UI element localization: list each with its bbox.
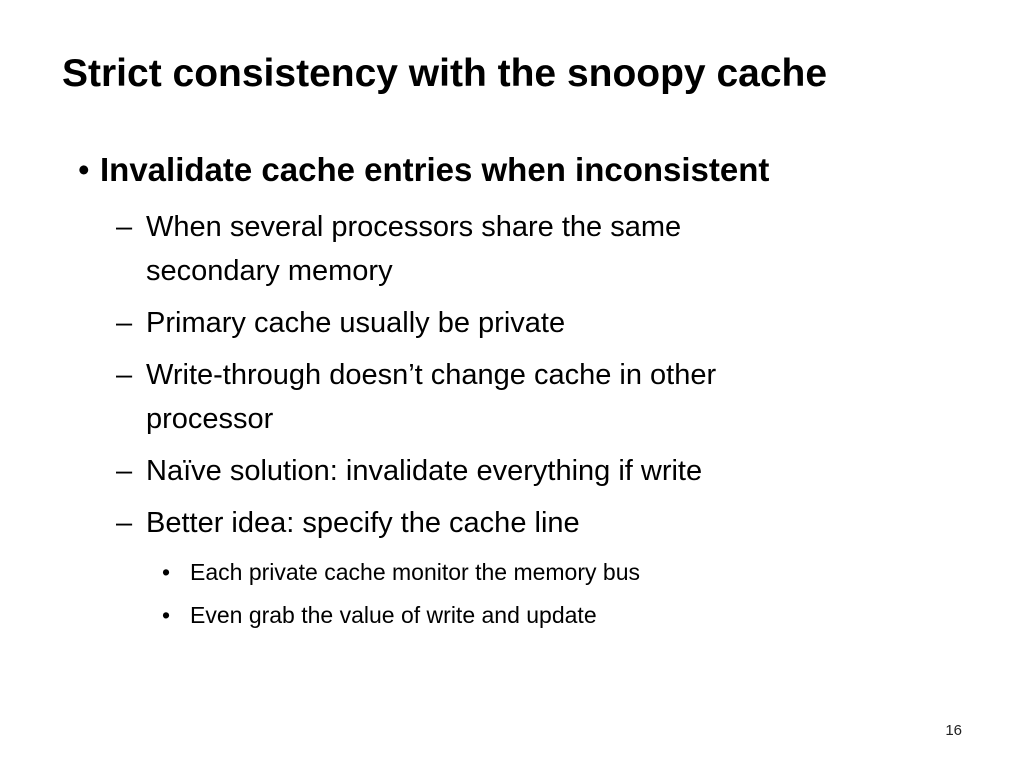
bullet-marker: • xyxy=(162,559,171,585)
subitem-text xyxy=(146,449,886,493)
subitem-line: Better idea: specify the cache line xyxy=(146,507,580,539)
dash-marker: – xyxy=(116,455,133,487)
subitem-text xyxy=(146,301,886,345)
slide-title: Strict consistency with the snoopy cache xyxy=(62,52,828,95)
bullet-marker: • xyxy=(162,602,171,628)
subitem-line: Write-through doesn’t change cache in other xyxy=(146,359,717,391)
subsubitem-text: Even grab the value of write and update xyxy=(190,602,597,628)
subsubitem-text: Each private cache monitor the memory bus xyxy=(190,559,640,585)
dash-marker: – xyxy=(116,211,133,243)
subitem-line: secondary memory xyxy=(146,255,393,287)
subitem-line: Naïve solution: invalidate everything if write xyxy=(146,455,703,487)
dash-marker: – xyxy=(116,507,133,539)
subitem-line: Primary cache usually be private xyxy=(146,307,566,339)
bullet-text: Invalidate cache entries when inconsistent xyxy=(100,151,770,188)
page-number: 16 xyxy=(945,722,962,739)
subitem-text xyxy=(146,205,886,293)
subitem-text xyxy=(146,353,886,441)
subitem-text xyxy=(146,501,886,545)
bullet-marker: • xyxy=(78,151,90,188)
dash-marker: – xyxy=(116,307,133,339)
subitem-line: processor xyxy=(146,403,274,435)
dash-marker: – xyxy=(116,359,133,391)
subitem-line: When several processors share the same xyxy=(146,211,682,243)
